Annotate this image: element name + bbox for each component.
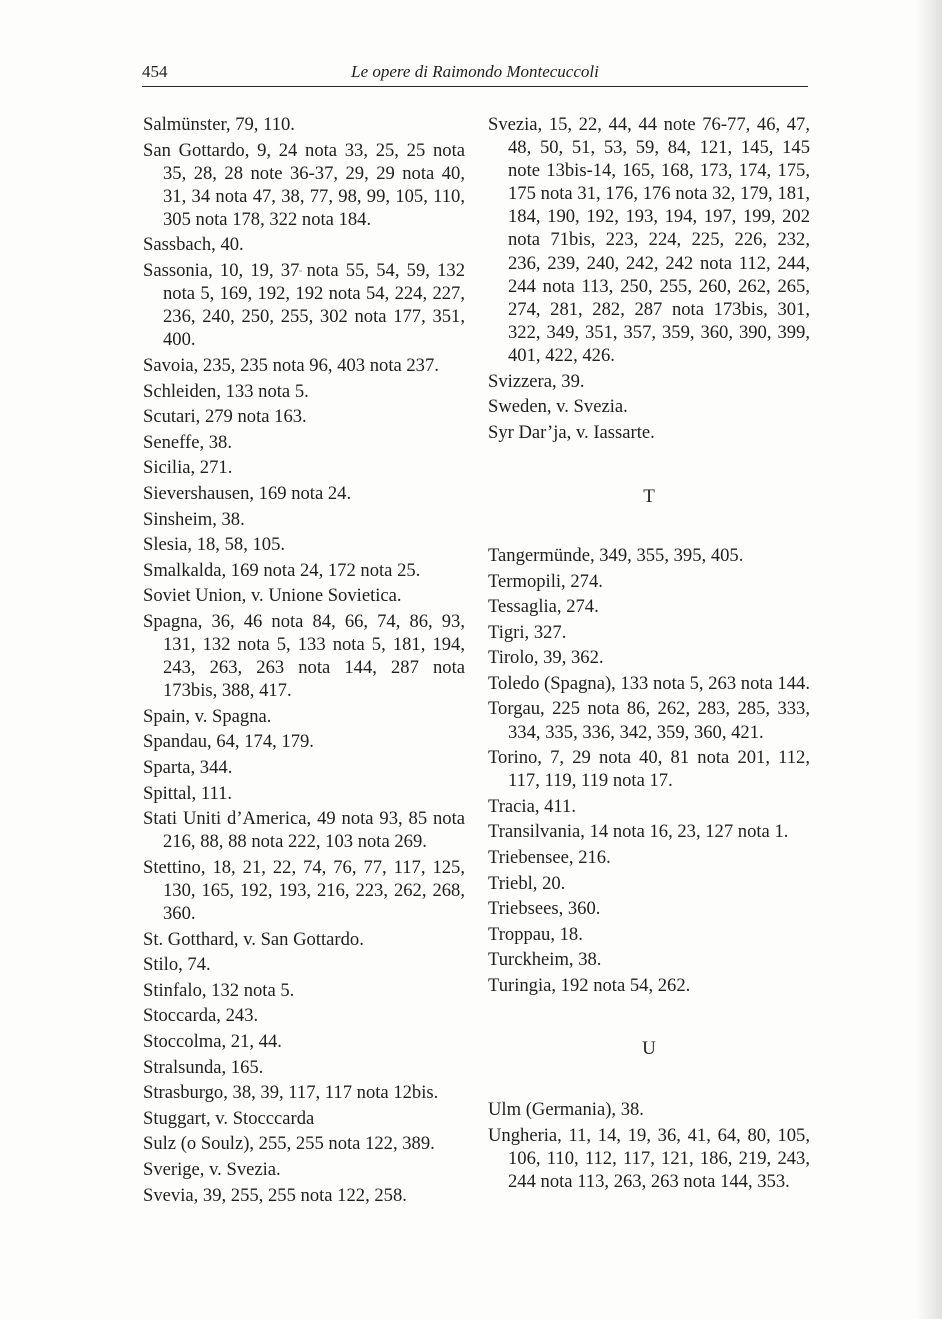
index-entry: Sulz (o Soulz), 255, 255 nota 122, 389.	[143, 1133, 435, 1155]
index-entry: Ungheria, 11, 14, 19, 36, 41, 64, 80, 105, 106, 110, 112, 117, 121, 186, 219, 243, 244 nota 113, 263, 263 nota 144, 353.	[488, 1124, 810, 1192]
index-entry: Strasburgo, 38, 39, 117, 117 nota 12bis.	[143, 1082, 439, 1104]
index-entry: Soviet Union, v. Unione Sovietica.	[143, 585, 402, 607]
index-entry: Toledo (Spagna), 133 nota 5, 263 nota 144.	[488, 672, 810, 694]
index-entry: Scutari, 279 nota 163.	[143, 406, 307, 428]
page-number: 454	[142, 62, 168, 81]
index-entry: Smalkalda, 169 nota 24, 172 nota 25.	[143, 559, 421, 581]
index-entry: Troppau, 18.	[488, 923, 583, 945]
index-entry: Sverige, v. Svezia.	[143, 1158, 281, 1180]
index-entry: Stoccarda, 243.	[143, 1005, 259, 1027]
index-entry: Stuggart, v. Stocccarda	[143, 1107, 315, 1129]
index-entry: Slesia, 18, 58, 105.	[143, 534, 286, 556]
page-edge-shadow	[916, 0, 942, 1319]
index-entry: Tessaglia, 274.	[488, 596, 599, 618]
index-entry: Spandau, 64, 174, 179.	[143, 731, 314, 753]
index-entry: Torino, 7, 29 nota 40, 81 nota 201, 112, 117, 119, 119 nota 17.	[488, 747, 810, 792]
section-heading-u: U	[642, 1038, 656, 1060]
index-entry: Svevia, 39, 255, 255 nota 122, 258.	[143, 1184, 407, 1206]
index-entry: Svizzera, 39.	[488, 370, 585, 392]
index-entry: Turingia, 192 nota 54, 262.	[488, 975, 691, 996]
index-entry: Tangermünde, 349, 355, 395, 405.	[488, 544, 744, 566]
index-entry: Spittal, 111.	[143, 782, 233, 804]
index-entry: Sinsheim, 38.	[143, 508, 245, 530]
index-entry: Syr Dar’ja, v. Iassarte.	[488, 421, 655, 443]
running-header	[142, 62, 808, 87]
index-entry: Torgau, 225 nota 86, 262, 283, 285, 333, 334, 335, 336, 342, 359, 360, 421.	[488, 698, 810, 743]
index-entry: Stralsunda, 165.	[143, 1056, 264, 1078]
index-entry: Spagna, 36, 46 nota 84, 66, 74, 86, 93, 131, 132 nota 5, 133 nota 5, 181, 194, 243, 263, 263 nota 144, 287 nota 173bis, 388, 417.	[143, 610, 465, 702]
index-entry: Transilvania, 14 nota 16, 23, 127 nota 1.	[488, 821, 789, 843]
index-entry: Termopili, 274.	[488, 570, 603, 592]
index-entry: Schleiden, 133 nota 5.	[143, 380, 309, 402]
index-column-right	[488, 113, 810, 1196]
index-entry: Spain, v. Spagna.	[143, 705, 272, 727]
index-entry: Sassbach, 40.	[143, 234, 244, 256]
index-entry: Stettino, 18, 21, 22, 74, 76, 77, 117, 125, 130, 165, 192, 193, 216, 223, 262, 268, 360.	[143, 856, 465, 924]
index-entry: Tracia, 411.	[488, 795, 576, 817]
index-entry: Sparta, 344.	[143, 756, 233, 778]
index-entry: St. Gotthard, v. San Gottardo.	[143, 928, 364, 950]
index-entry: Seneffe, 38.	[143, 431, 232, 453]
index-entry: Stoccolma, 21, 44.	[143, 1030, 282, 1052]
section-heading-t: T	[643, 485, 655, 507]
index-entry: Sweden, v. Svezia.	[488, 396, 628, 418]
index-entry: Turckheim, 38.	[488, 949, 602, 971]
index-entry: Ulm (Germania), 38.	[488, 1099, 644, 1121]
index-entry: Svezia, 15, 22, 44, 44 note 76-77, 46, 47, 48, 50, 51, 53, 59, 84, 121, 145, 145 note 13bis-14, 165, 168, 173, 174, 175, 175 nota 31, 176, 176 nota 32, 179, 181, 184, 190, 192, 193, 194, 197, 199, 202 nota 71bis, 223, 224, 225, 226, 232, 236, 239, 240, 242, 242 nota 112, 244, 244 nota 113, 250, 255, 260, 262, 265, 274, 281, 282, 287 nota 173bis, 301, 322, 349, 351, 357, 359, 360, 390, 399, 401, 422, 426.	[488, 114, 810, 366]
index-entry: Salmünster, 79, 110.	[143, 114, 295, 135]
index-entry: Savoia, 235, 235 nota 96, 403 nota 237.	[143, 354, 439, 376]
index-entry: Tirolo, 39, 362.	[488, 647, 604, 669]
index-entry: Sicilia, 271.	[143, 457, 233, 479]
index-entry: Stilo, 74.	[143, 954, 211, 976]
index-entry: Stati Uniti d’America, 49 nota 93, 85 nota 216, 88, 88 nota 222, 103 nota 269.	[143, 808, 465, 853]
index-entry: Stinfalo, 132 nota 5.	[143, 979, 295, 1001]
running-title: Le opere di Raimondo Montecuccoli	[351, 62, 599, 81]
index-column-left	[143, 113, 465, 1209]
index-entry: Tigri, 327.	[488, 621, 567, 643]
index-entry: Triebensee, 216.	[488, 847, 611, 869]
index-entry: Sassonia, 10, 19, 37 nota 55, 54, 59, 132 nota 5, 169, 192, 192 nota 54, 224, 227, 236, 240, 250, 255, 302 nota 177, 351, 400.	[143, 260, 465, 351]
index-entry: Triebl, 20.	[488, 872, 566, 894]
index-entry: San Gottardo, 9, 24 nota 33, 25, 25 nota 35, 28, 28 note 36-37, 29, 29 nota 40, 31, 34 nota 47, 38, 77, 98, 99, 105, 110, 305 nota 178, 322 nota 184.	[143, 139, 465, 230]
index-entry: Sievershausen, 169 nota 24.	[143, 482, 352, 504]
index-entry: Triebsees, 360.	[488, 898, 601, 920]
